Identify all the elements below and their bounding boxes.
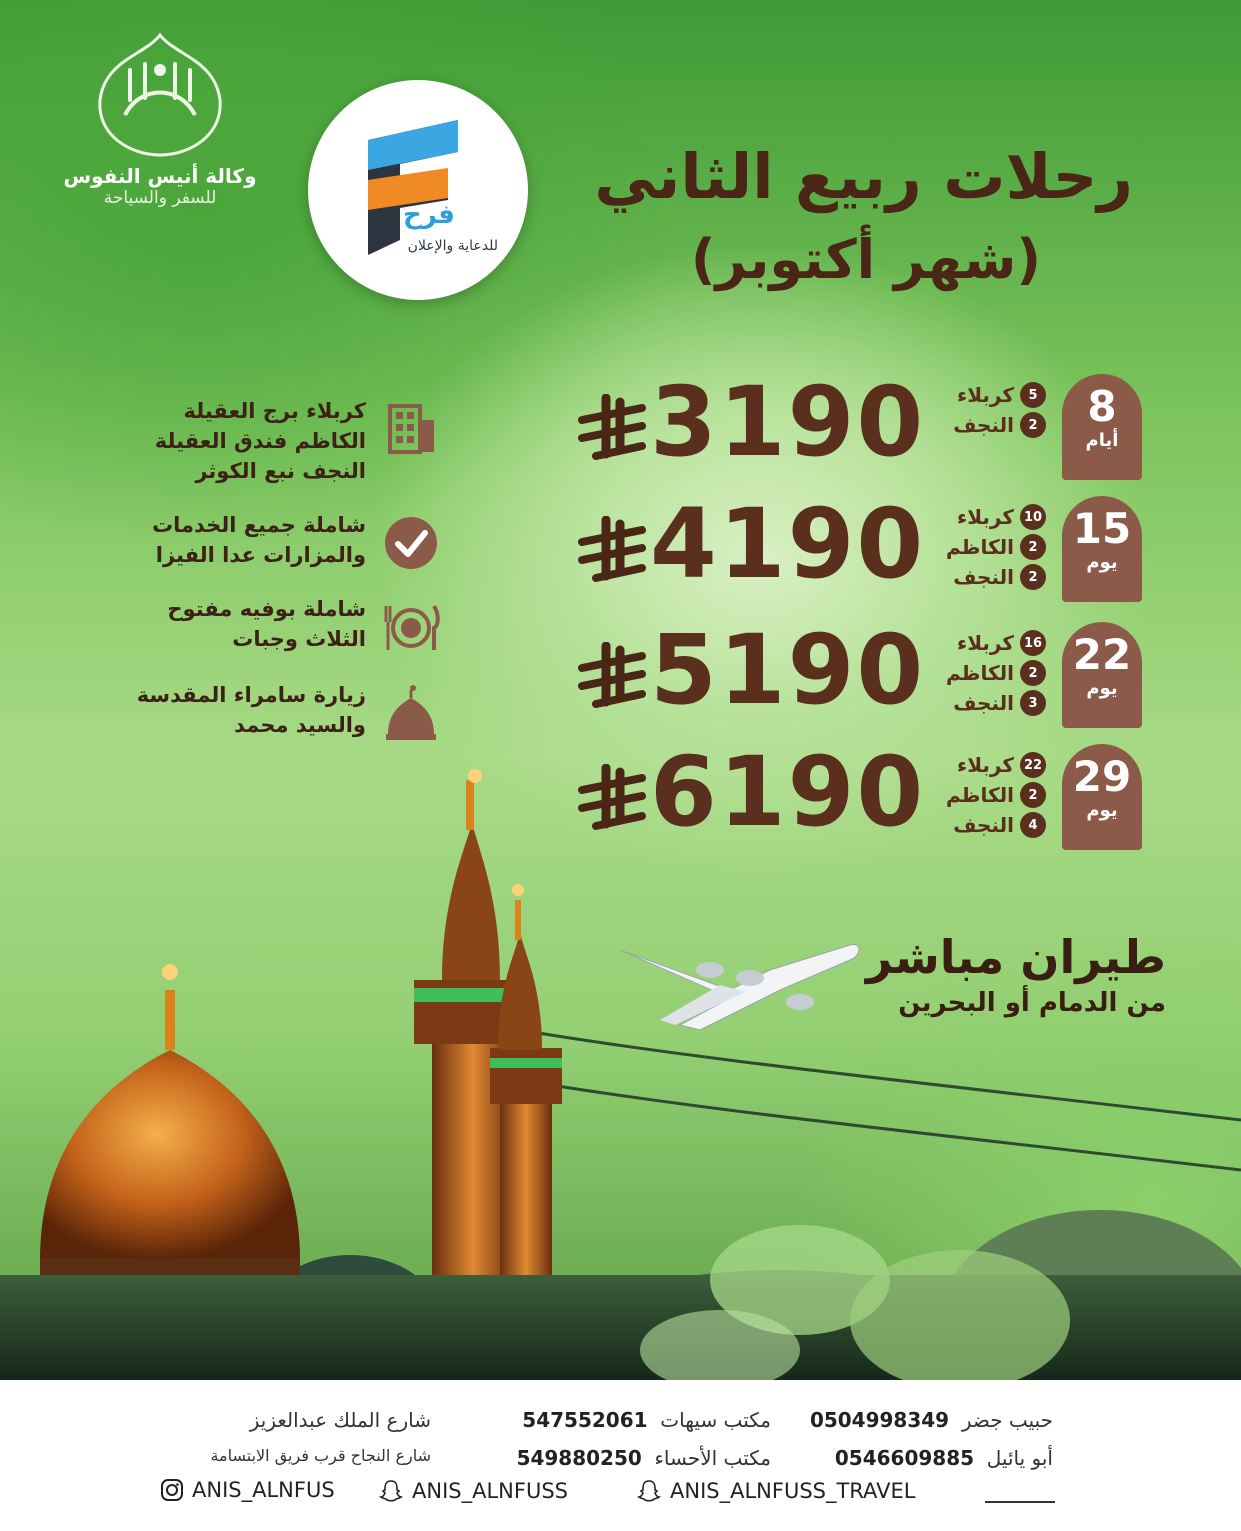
- city-nights-row: [936, 562, 1046, 592]
- snapchat-icon: [636, 1478, 662, 1504]
- package-cities: [936, 628, 1046, 718]
- feature-line: والمزارات عدا الفيزا: [155, 543, 366, 567]
- days-badge: [1062, 622, 1142, 728]
- days-unit: أيام: [1085, 430, 1119, 451]
- feature-line: الكاظم فندق العقيلة: [154, 429, 366, 453]
- feature-item: [130, 590, 440, 670]
- city-name: النجف: [953, 813, 1014, 837]
- brand-name: وكالة أنيس النفوس: [63, 164, 257, 188]
- city-name: كربلاء: [957, 383, 1014, 407]
- package-row: [570, 366, 1150, 488]
- feature-line: شاملة بوفيه مفتوح: [167, 597, 366, 621]
- days-count: 15: [1072, 504, 1132, 553]
- package-row: [570, 488, 1150, 610]
- snapchat-icon: [378, 1478, 404, 1504]
- contact-footer: [0, 1380, 1241, 1531]
- city-nights-badge: 3: [1020, 690, 1046, 716]
- city-nights-badge: 10: [1020, 504, 1046, 530]
- shrine-illustration: [0, 760, 1241, 1380]
- office-phone[interactable]: 549880250: [516, 1446, 642, 1470]
- city-nights-badge: 16: [1020, 630, 1046, 656]
- office-row-1: [522, 1408, 771, 1432]
- city-name: الكاظم: [945, 783, 1014, 807]
- feature-text: [126, 594, 366, 654]
- snapchat-travel-label: ANIS_ALNFUSS_TRAVEL: [670, 1479, 916, 1503]
- brand-logo: [60, 30, 260, 230]
- flight-title: طيران مباشر: [865, 930, 1166, 984]
- city-name: النجف: [953, 413, 1014, 437]
- address-row-2: [210, 1446, 431, 1465]
- city-nights-badge: 5: [1020, 382, 1046, 408]
- flight-subtitle: من الدمام أو البحرين: [898, 988, 1166, 1018]
- instagram-handle[interactable]: [160, 1478, 335, 1502]
- building-icon: [382, 400, 440, 458]
- address-row-1: [250, 1408, 431, 1432]
- city-nights-badge: 2: [1020, 660, 1046, 686]
- feature-line: شاملة جميع الخدمات: [152, 513, 366, 537]
- feature-text: [126, 510, 366, 570]
- feature-text: [126, 396, 366, 486]
- snapchat-label: ANIS_ALNFUSS: [412, 1479, 568, 1503]
- page-title: رحلات ربيع الثاني: [594, 140, 1133, 213]
- riyal-currency-icon: [576, 394, 646, 464]
- feature-item: [130, 676, 440, 756]
- days-unit: يوم: [1086, 800, 1118, 821]
- days-count: 29: [1072, 752, 1132, 801]
- dining-icon: [382, 598, 440, 656]
- city-nights-badge: 2: [1020, 564, 1046, 590]
- riyal-currency-icon: [576, 642, 646, 712]
- city-name: كربلاء: [957, 505, 1014, 529]
- city-nights-row: [936, 628, 1046, 658]
- city-name: النجف: [953, 565, 1014, 589]
- city-nights-row: [936, 688, 1046, 718]
- instagram-label: ANIS_ALNFUS: [192, 1478, 335, 1502]
- city-nights-row: [936, 502, 1046, 532]
- divider-line: [985, 1501, 1055, 1503]
- feature-line: الثلاث وجبات: [232, 627, 366, 651]
- city-nights-badge: 4: [1020, 812, 1046, 838]
- brand-tagline: للسفر والسياحة: [103, 188, 217, 208]
- city-name: الكاظم: [945, 535, 1014, 559]
- airplane-icon: [600, 930, 860, 1040]
- check-circle-icon: [382, 514, 440, 572]
- package-row: [570, 614, 1150, 736]
- feature-line: والسيد محمد: [234, 713, 366, 737]
- mosque-dome-icon: [382, 684, 440, 742]
- city-name: النجف: [953, 691, 1014, 715]
- package-price: 3190: [650, 366, 926, 478]
- feature-text: [126, 680, 366, 740]
- days-badge: [1062, 496, 1142, 602]
- office-name: مكتب سيهات: [660, 1408, 771, 1432]
- city-name: كربلاء: [957, 631, 1014, 655]
- feature-line: النجف نبع الكوثر: [195, 459, 366, 483]
- contact-phone[interactable]: 0504998349: [809, 1408, 950, 1432]
- city-name: كربلاء: [957, 753, 1014, 777]
- contact-person: أبو يائيل: [986, 1446, 1053, 1470]
- snapchat-travel-handle[interactable]: [636, 1478, 915, 1504]
- days-unit: يوم: [1086, 678, 1118, 699]
- feature-item: [130, 506, 440, 586]
- city-nights-row: [936, 532, 1046, 562]
- days-count: 8: [1087, 382, 1117, 431]
- office-address: شارع الملك عبدالعزيز: [249, 1408, 431, 1432]
- city-name: الكاظم: [945, 661, 1014, 685]
- office-row-2: [517, 1446, 771, 1470]
- contact-row-1: [810, 1408, 1053, 1432]
- calligraphy-emblem-icon: [85, 30, 235, 160]
- contact-phone[interactable]: 0546609885: [834, 1446, 975, 1470]
- office-name: مكتب الأحساء: [654, 1446, 771, 1470]
- city-nights-row: [936, 658, 1046, 688]
- instagram-icon: [160, 1478, 184, 1502]
- city-nights-row: [936, 410, 1046, 440]
- days-unit: يوم: [1086, 552, 1118, 573]
- city-nights-badge: 2: [1020, 782, 1046, 808]
- days-count: 22: [1072, 630, 1132, 679]
- office-address: شارع النجاح قرب فريق الابتسامة: [210, 1446, 431, 1465]
- city-nights-badge: 22: [1020, 752, 1046, 778]
- page-subtitle: (شهر أكتوبر): [690, 228, 1041, 291]
- feature-item: [130, 392, 440, 483]
- flight-section: [600, 930, 1180, 1050]
- contact-row-2: [835, 1446, 1053, 1470]
- package-price: 5190: [650, 614, 926, 726]
- package-cities: [936, 502, 1046, 592]
- snapchat-handle[interactable]: [378, 1478, 568, 1504]
- city-nights-badge: 2: [1020, 412, 1046, 438]
- package-cities: [936, 380, 1046, 440]
- riyal-currency-icon: [576, 516, 646, 586]
- contact-person: حبيب جضر: [961, 1408, 1053, 1432]
- office-phone[interactable]: 547552061: [522, 1408, 648, 1432]
- city-nights-badge: 2: [1020, 534, 1046, 560]
- sponsor-badge: [308, 80, 528, 300]
- feature-line: كربلاء برج العقيلة: [183, 399, 366, 423]
- sponsor-f-logo-icon: [308, 80, 528, 300]
- days-badge: [1062, 374, 1142, 480]
- sponsor-subtitle: للدعاية والإعلان: [407, 238, 498, 254]
- package-price: 6190: [650, 736, 926, 848]
- sponsor-name: فرح: [403, 200, 455, 230]
- package-price: 4190: [650, 488, 926, 600]
- feature-line: زيارة سامراء المقدسة: [136, 683, 366, 707]
- city-nights-row: [936, 380, 1046, 410]
